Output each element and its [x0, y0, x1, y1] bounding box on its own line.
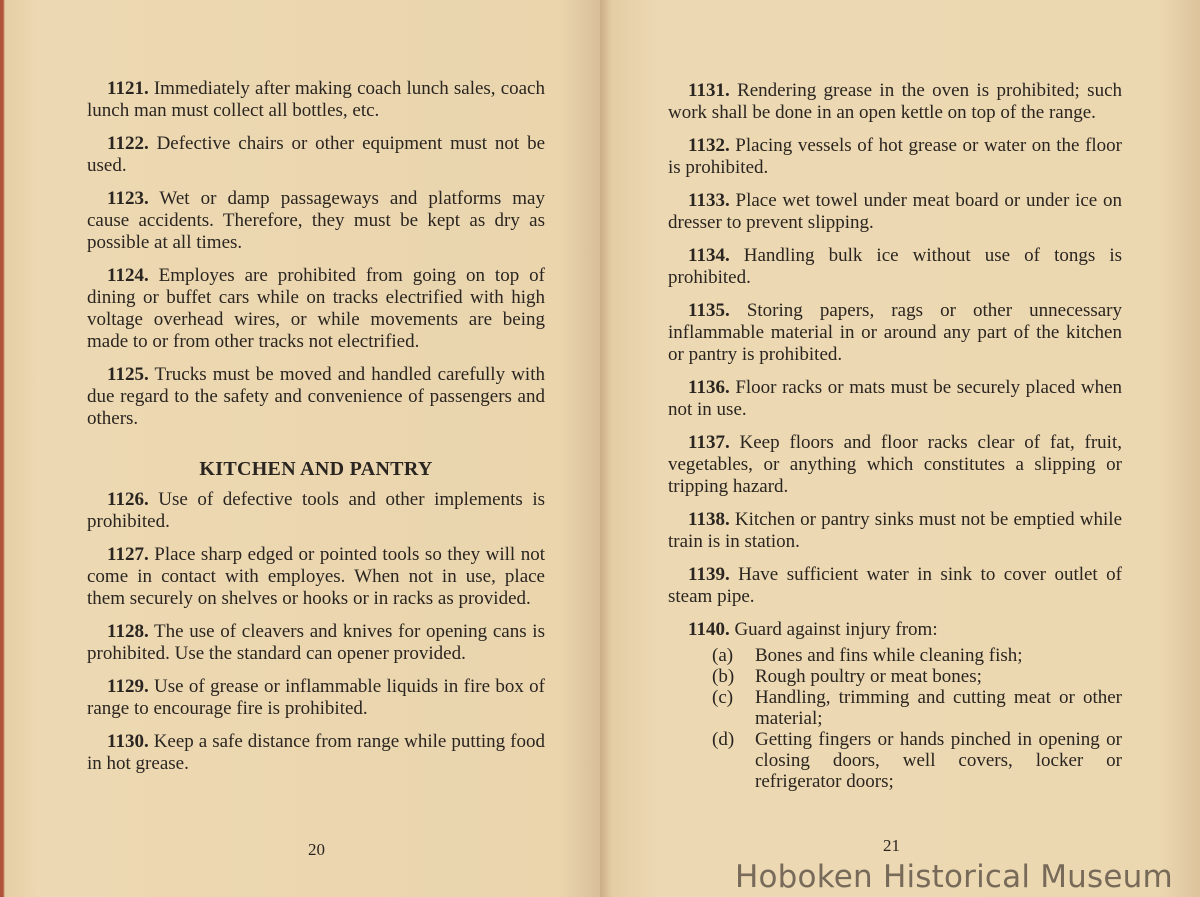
- rule-1134: 1134. Handling bulk ice without use of tongs is prohibited.: [668, 245, 1122, 288]
- rule-1127: 1127. Place sharp edged or pointed tools so they will not come in contact with employes. When not in use, place them securely on shelves or hooks or in racks as provided.: [87, 544, 545, 609]
- section-heading: KITCHEN AND PANTRY: [199, 458, 433, 480]
- page-number: 21: [883, 836, 900, 855]
- rule-1140: 1140. Guard against injury from:: [688, 619, 938, 640]
- sub-item-a: (a) Bones and fins while cleaning fish;: [712, 645, 1023, 666]
- rule-1125: 1125. Trucks must be moved and handled carefully with due regard to the safety and convenience of passengers and others.: [87, 364, 545, 429]
- rule-1132: 1132. Placing vessels of hot grease or water on the floor is prohibited.: [668, 135, 1122, 178]
- rule-1131: 1131. Rendering grease in the oven is prohibited; such work shall be done in an open kettle on top of the range.: [668, 80, 1123, 123]
- right-page: [600, 0, 1200, 897]
- rule-1126: 1126. Use of defective tools and other implements is prohibited.: [87, 489, 546, 532]
- page-number: 20: [308, 840, 325, 859]
- rule-1133: 1133. Place wet towel under meat board or under ice on dresser to prevent slipping.: [668, 190, 1123, 233]
- rule-1128: 1128. The use of cleavers and knives for opening cans is prohibited. Use the standard can opener provided.: [87, 621, 545, 664]
- rule-1139: 1139. Have sufficient water in sink to cover outlet of steam pipe.: [668, 564, 1122, 607]
- rule-1130: 1130. Keep a safe distance from range while putting food in hot grease.: [87, 731, 545, 774]
- sub-item-b: (b) Rough poultry or meat bones;: [712, 666, 982, 687]
- sub-item-list: [712, 645, 1122, 792]
- rule-1138: 1138. Kitchen or pantry sinks must not be emptied while train is in station.: [668, 509, 1123, 552]
- rule-1129: 1129. Use of grease or inflammable liquids in fire box of range to encourage fire is prohibited.: [87, 676, 546, 719]
- rule-1122: 1122. Defective chairs or other equipment must not be used.: [87, 133, 546, 176]
- rule-1124: 1124. Employes are prohibited from going on top of dining or buffet cars while on tracks electrified with high voltage overhead wires, or while movements are being made to or from other tracks not electrified.: [87, 265, 545, 352]
- rule-1137: 1137. Keep floors and floor racks clear of fat, fruit, vegetables, or anything which constitutes a slipping or tripping hazard.: [668, 432, 1122, 497]
- rule-1123: 1123. Wet or damp passageways and platforms may cause accidents. Therefore, they must be kept as dry as possible at all times.: [87, 188, 545, 253]
- rule-1121: 1121. Immediately after making coach lunch sales, coach lunch man must collect all bottles, etc.: [87, 78, 545, 121]
- sub-item-d: (d) Getting fingers or hands pinched in opening or closing doors, well covers, locker or refrigerator doors;: [712, 729, 1122, 792]
- watermark: Hoboken Historical Museum: [735, 859, 1173, 895]
- right-text-column: [668, 80, 1122, 792]
- rule-1135: 1135. Storing papers, rags or other unnecessary inflammable material in or around any part of the kitchen or pantry is prohibited.: [668, 300, 1122, 365]
- rule-1136: 1136. Floor racks or mats must be securely placed when not in use.: [668, 377, 1123, 420]
- left-text-column: [87, 78, 545, 786]
- sub-item-c: (c) Handling, trimming and cutting meat or other material;: [712, 687, 1122, 729]
